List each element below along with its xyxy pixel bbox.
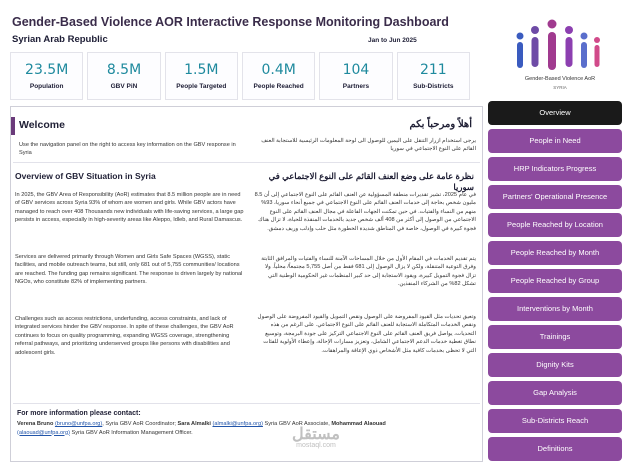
contact-line-1	[17, 420, 477, 429]
welcome-heading-ar: أهلاً ومرحباً بكم	[409, 119, 472, 130]
kpi-gbv-pin	[87, 52, 160, 100]
kpi-label: Sub-Districts	[413, 83, 454, 90]
nav-hrp-indicators-progress[interactable]: HRP Indicators Progress	[488, 157, 622, 181]
kpi-value: 1.5M	[184, 62, 219, 78]
nav-people-in-need[interactable]: People in Need	[488, 129, 622, 153]
watermark-arabic: مستقل	[292, 426, 340, 443]
kpi-people-targeted	[165, 52, 238, 100]
contact-name: Sara Almalki	[177, 421, 211, 427]
kpi-partners	[319, 52, 392, 100]
watermark-url: mostaql.com	[296, 442, 336, 449]
kpi-label: Population	[29, 83, 64, 90]
kpi-value: 23.5M	[25, 62, 69, 78]
contact-heading: For more information please contact:	[17, 410, 141, 417]
kpi-value: 8.5M	[106, 62, 142, 78]
nav-people-reached-by-month[interactable]: People Reached by Month	[488, 241, 622, 265]
country-subtitle: Syrian Arab Republic	[12, 34, 108, 45]
kpi-row	[10, 52, 470, 100]
logo-text: Gender-Based Violence AoR	[524, 76, 596, 82]
contact-email-link[interactable]: (alaouad@unfpa.org)	[17, 429, 70, 436]
kpi-label: Partners	[342, 83, 370, 90]
overview-heading: Overview of GBV Situation in Syria	[15, 171, 156, 181]
contact-line-2	[17, 429, 477, 438]
contact-details	[17, 420, 477, 437]
nav-gap-analysis[interactable]: Gap Analysis	[488, 381, 622, 405]
nav-people-reached-by-location[interactable]: People Reached by Location	[488, 213, 622, 237]
contact-role: Syria GBV AoR Associate,	[262, 421, 330, 427]
nav-trainings[interactable]: Trainings	[488, 325, 622, 349]
kpi-value: 104	[342, 62, 370, 78]
navigation-panel	[488, 101, 622, 465]
overview-heading-ar: نظرة عامة على وضع العنف القائم على النوع الاجتماعي في سوريا	[268, 171, 474, 192]
overview-paragraph-3-ar: وتعيق تحديات مثل القيود المفروضة على الوصول ونقص التمويل والقيود المفروضة على الوصول ونقص الخدمات المتكاملة الاستجابة للعنف القائم على النوع الاجتماعي. على الرغم من هذه التحديات، يواصل فريق العنف القائم على النوع الاجتماعي التركيز على جودة البرمجة، وتوسيع نطاق تغطية خدمات الدعم الاجتماعي الشامل، وتعزيز مسارات الإحالة، وإعطاء الأولوية للفئات التي لا تحظى بخدمات كافية مثل الأشخاص ذوي الإعاقة والمراهقات.	[257, 314, 476, 354]
nav-people-reached-by-group[interactable]: People Reached by Group	[488, 269, 622, 293]
kpi-people-reached	[242, 52, 315, 100]
welcome-text-ar: يرجى استخدام ازرار التنقل على اليمين للوصول الى لوحة المعلومات الرئيسية للاستجابة العنف القائم على النوع الاجتماعي في سوريا	[261, 138, 476, 153]
divider	[13, 162, 480, 163]
kpi-label: People Targeted	[176, 83, 227, 90]
contact-role: , Syria GBV AoR Coordinator;	[102, 421, 176, 427]
overview-panel	[10, 106, 483, 462]
divider	[13, 403, 480, 404]
welcome-heading: Welcome	[19, 119, 65, 131]
overview-paragraph-1: In 2025, the GBV Area of Responsibility (AoR) estimates that 8.5 million people are in need of GBV services across Syria 93% of whom are women and girls. While GBV actors have managed to reach over 408 Thousands new individuals with life-saving services, a large gap persists in access, especially in high-severity areas like Aleppo, Idleb, and Rural Damascus.	[15, 192, 244, 224]
logo-subtext: SYRIA	[553, 85, 567, 90]
contact-name: Mohammad Alaouad	[331, 421, 386, 427]
overview-paragraph-1-ar: في عام 2025، تشير تقديرات منطقة المسؤولية عن العنف القائم على النوع الاجتماعي إلى أن 8.5 مليون شخص بحاجة إلى خدمات العنف القائم على النوع الاجتماعي في جميع أنحاء سوريا، 93% منهم من النساء والفتيات. في حين تمكنت الجهات الفاعلة في مجال العنف القائم على النوع الاجتماعي من الوصول إلى أكثر من 408 ألف شخص جديد بالخدمات المنقذة للحياة، لا تزال هناك فجوة كبيرة في الوصول، خاصة في المناطق شديدة الخطورة مثل حلب وإدلب وريف دمشق.	[254, 192, 476, 232]
kpi-label: People Reached	[253, 83, 304, 90]
nav-interventions-by-month[interactable]: Interventions by Month	[488, 297, 622, 321]
logo-figures-icon	[517, 20, 601, 71]
nav-definitions[interactable]: Definitions	[488, 437, 622, 461]
overview-paragraph-2: Services are delivered primarily through Women and Girls Safe Spaces (WGSS), static facilities, and mobile outreach teams, but still, only 681 out of 5,755 communities/ locations are reached. The funding gap remains significant. The response is driven largely by national NGOs, who constitute 82% of implementing partners.	[15, 254, 243, 286]
overview-paragraph-2-ar: يتم تقديم الخدمات في المقام الأول من خلال المساحات الآمنة للنساء والفتيات والمرافق الثابتة وفرق التوعية المتنقلة، ولكن لا يزال الوصول إلى 681 فقط من أصل 5,755 مجتمعاً/ محلياً. ولا تزال فجوة التمويل كبيرة، ويقود الاستجابة إلى حد كبير المنظمات غير الحكومية الوطنية التي تشكل 82% من الشركاء المنفذين.	[261, 256, 476, 288]
contact-name: Verena Bruno	[17, 421, 54, 427]
dashboard-title: Gender-Based Violence AOR Interactive Response Monitoring Dashboard	[12, 15, 449, 29]
mostaql-watermark	[276, 424, 356, 449]
nav-dignity-kits[interactable]: Dignity Kits	[488, 353, 622, 377]
welcome-text: Use the navigation panel on the right to access key information on the GBV response in Syria	[19, 142, 236, 157]
kpi-sub-districts	[397, 52, 470, 100]
contact-email-link[interactable]: (almalki@unfpa.org)	[212, 421, 263, 427]
nav-partners-operational-presence[interactable]: Partners' Operational Presence	[488, 185, 622, 209]
nav-overview[interactable]: Overview	[488, 101, 622, 125]
nav-sub-districts-reach[interactable]: Sub-Districts Reach	[488, 409, 622, 433]
contact-role: Syria GBV AoR Information Management Officer.	[69, 429, 193, 436]
kpi-population	[10, 52, 83, 100]
contact-email-link[interactable]: (bruno@unfpa.org)	[54, 421, 103, 427]
overview-paragraph-3: Challenges such as access restrictions, underfunding, access constraints, and lack of integrated services hinder the GBV response. In spite of these challenges, the GBV AoR continues to focus on quality programming, expanding WGSS coverage, strengthening referral pathways, and prioritizing underserved groups like persons with disabilities and adolescent girls.	[15, 316, 234, 356]
kpi-value: 211	[419, 62, 447, 78]
reporting-period: Jan to Jun 2025	[368, 37, 417, 44]
kpi-value: 0.4M	[261, 62, 296, 78]
kpi-label: GBV PiN	[110, 83, 138, 90]
